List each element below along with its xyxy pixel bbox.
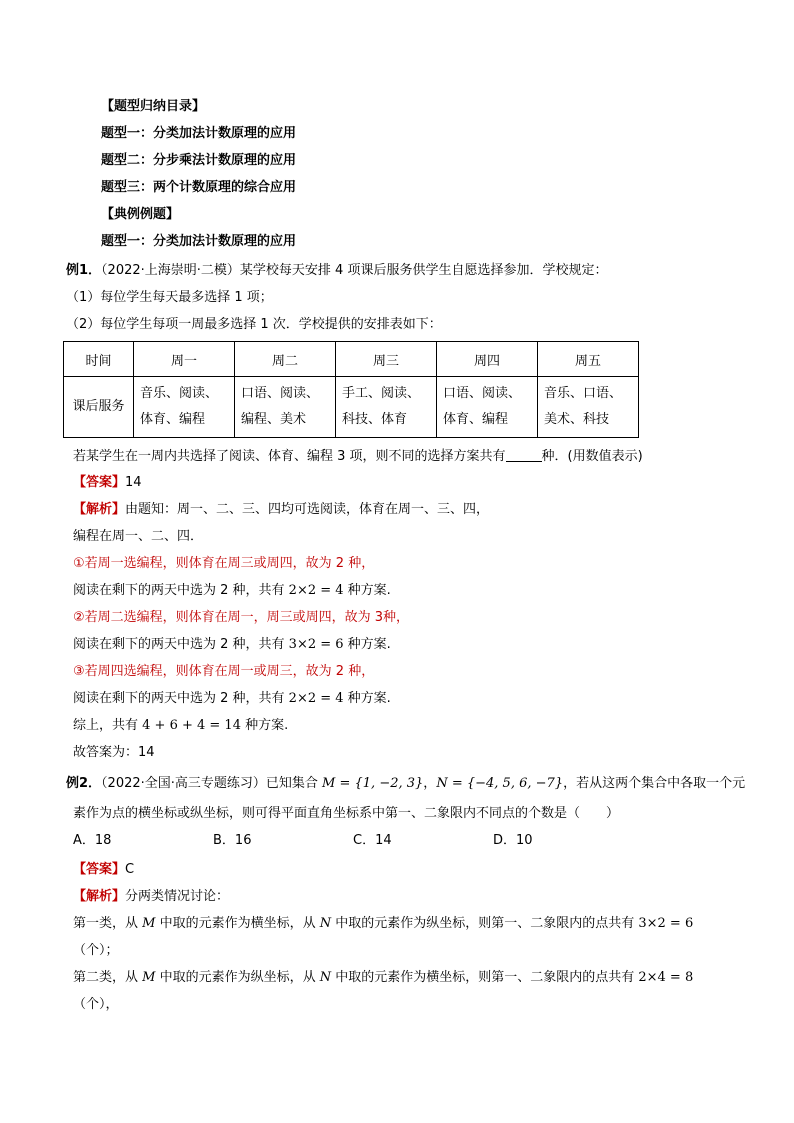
answer-label: 【答案】 (73, 862, 126, 877)
ex1-analysis-2: 编程在周一、二、四． (73, 529, 204, 544)
table-row (64, 377, 639, 438)
set-n: N = {−4, 5, 6, −7} (436, 776, 564, 791)
ex1-rule1: （1）每位学生每天最多选择 1 项； (66, 290, 273, 305)
table-header-cell: 周四 (437, 342, 538, 377)
answer-value: 14 (125, 475, 142, 490)
table-cell: 口语、阅读、 体育、编程 (437, 377, 538, 438)
ex1-case1-count: 阅读在剩下的两天中选为 2 种，共有 2×2 = 4 种方案. (73, 583, 391, 598)
ex2-analysis-1: 【解析】分两类情况讨论： (73, 889, 230, 904)
ex2-cat2: 第二类，从 M 中取的元素作为纵坐标，从 N 中取的元素作为横坐标，则第一、二象限内的点共有 2×4 = 8 (73, 970, 694, 985)
answer-value: C (125, 862, 135, 877)
answer-blank (506, 448, 542, 462)
table-cell: 音乐、口语、 美术、科技 (538, 377, 639, 438)
table-row-label: 课后服务 (64, 377, 134, 438)
table-cell: 音乐、阅读、 体育、编程 (134, 377, 235, 438)
analysis-label: 【解析】 (73, 502, 126, 517)
ex2-options (73, 833, 633, 849)
table-header-row (64, 342, 639, 377)
toc-item-1: 题型一：分类加法计数原理的应用 (101, 126, 297, 141)
ex2-label: 例2． (66, 776, 102, 791)
schedule-table (63, 341, 639, 438)
answer-label: 【答案】 (73, 475, 126, 490)
option-c: C．14 (353, 833, 392, 848)
table-header-cell: 周二 (235, 342, 336, 377)
toc-item-2: 题型二：分步乘法计数原理的应用 (101, 153, 297, 168)
table-cell: 口语、阅读、 编程、美术 (235, 377, 336, 438)
ex2-stem: 例2．（2022·全国·高三专题练习）已知集合 M = {1, −2, 3}，N = {−4, 5, 6, −7}，若从这两个集合中各取一个元 (66, 776, 746, 791)
ex1-label: 例1． (66, 263, 102, 278)
option-a: A．18 (73, 833, 112, 848)
ex1-stem (66, 263, 607, 279)
toc-heading: 【题型归纳目录】 (101, 99, 206, 114)
ex1-case2-count: 阅读在剩下的两天中选为 2 种，共有 3×2 = 6 种方案. (73, 637, 391, 652)
examples-heading: 【典例例题】 (101, 207, 180, 222)
ex1-rule2: （2）每位学生每项一周最多选择 1 次．学校提供的安排表如下： (66, 317, 442, 332)
table-header-cell: 周五 (538, 342, 639, 377)
ex2-answer (73, 862, 134, 878)
ex1-case1: ①若周一选编程，则体育在周三或周四，故为 2 种， (73, 556, 375, 571)
ex1-source: （2022·上海崇明·二模） (101, 263, 240, 278)
option-d: D．10 (493, 833, 533, 848)
analysis-label: 【解析】 (73, 889, 126, 904)
toc-item-3: 题型三：两个计数原理的综合应用 (101, 180, 297, 195)
type1-title: 题型一：分类加法计数原理的应用 (101, 234, 297, 249)
ex1-case3: ③若周四选编程，则体育在周一或周三，故为 2 种， (73, 664, 375, 679)
table-header-cell: 周一 (134, 342, 235, 377)
ex1-question: 若某学生在一周内共选择了阅读、体育、编程 3 项，则不同的选择方案共有 种．(用数值表示) (73, 449, 643, 464)
ex1-stem-text: 某学校每天安排 4 项课后服务供学生自愿选择参加．学校规定： (239, 263, 608, 278)
ex1-case3-count: 阅读在剩下的两天中选为 2 种，共有 2×2 = 4 种方案. (73, 691, 391, 706)
ex1-answer (73, 475, 142, 491)
ex2-cat2-unit: （个）， (73, 997, 119, 1012)
ex1-case2: ②若周二选编程，则体育在周一，周三或周四，故为 3种， (73, 610, 410, 625)
ex2-stem-line2: 素作为点的横坐标或纵坐标，则可得平面直角坐标系中第一、二象限内不同点的个数是（ ） (73, 806, 620, 821)
ex1-analysis-1: 【解析】由题知：周一、二、三、四均可选阅读，体育在周一、三、四， (73, 502, 490, 517)
table-header-cell: 时间 (64, 342, 134, 377)
option-b: B．16 (213, 833, 252, 848)
table-cell: 手工、阅读、 科技、体育 (336, 377, 437, 438)
ex2-cat1-unit: （个）； (73, 943, 119, 958)
ex1-summary: 综上，共有 4 + 6 + 4 = 14 种方案. (73, 718, 289, 733)
ex2-cat1: 第一类，从 M 中取的元素作为横坐标，从 N 中取的元素作为纵坐标，则第一、二象限内的点共有 3×2 = 6 (73, 916, 694, 931)
ex1-final: 故答案为：14 (73, 745, 155, 760)
table-header-cell: 周三 (336, 342, 437, 377)
set-m: M = {1, −2, 3} (322, 776, 424, 791)
